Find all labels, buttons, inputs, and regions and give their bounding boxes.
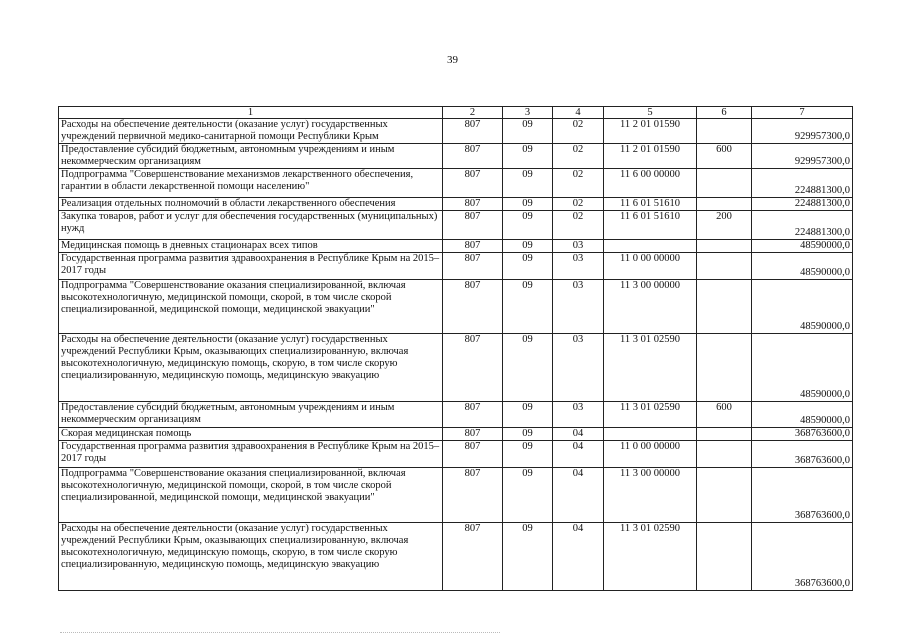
expense-type-cell: 600 <box>697 402 752 428</box>
table-row <box>59 169 853 198</box>
target-article-cell: 11 3 01 02590 <box>604 402 697 428</box>
expense-type-cell: 600 <box>697 144 752 169</box>
subsection-code-cell: 02 <box>553 211 604 240</box>
section-code-cell: 09 <box>503 334 553 402</box>
subsection-code-cell: 03 <box>553 280 604 334</box>
amount-cell: 368763600,0 <box>752 523 853 591</box>
expense-type-cell <box>697 198 752 211</box>
amount-cell: 48590000,0 <box>752 240 853 253</box>
subsection-code-cell: 02 <box>553 119 604 144</box>
table-row <box>59 428 853 441</box>
ministry-code-cell: 807 <box>443 119 503 144</box>
section-code-cell: 09 <box>503 119 553 144</box>
subsection-code-cell: 03 <box>553 402 604 428</box>
subsection-code-cell: 04 <box>553 428 604 441</box>
expense-type-cell <box>697 523 752 591</box>
ministry-code-cell: 807 <box>443 253 503 280</box>
row-name-cell: Государственная программа развития здравоохранения в Республике Крым на 2015–2017 годы <box>59 441 443 468</box>
header-row <box>59 107 853 119</box>
ministry-code-cell: 807 <box>443 334 503 402</box>
subsection-code-cell: 02 <box>553 198 604 211</box>
target-article-cell: 11 3 00 00000 <box>604 468 697 523</box>
section-code-cell: 09 <box>503 280 553 334</box>
amount-cell: 224881300,0 <box>752 211 853 240</box>
subsection-code-cell: 03 <box>553 334 604 402</box>
subsection-code-cell: 03 <box>553 253 604 280</box>
section-code-cell: 09 <box>503 402 553 428</box>
header-cell: 2 <box>443 107 503 119</box>
section-code-cell: 09 <box>503 441 553 468</box>
header-cell: 4 <box>553 107 604 119</box>
table-row <box>59 119 853 144</box>
table-row <box>59 253 853 280</box>
target-article-cell: 11 3 00 00000 <box>604 280 697 334</box>
table-row <box>59 211 853 240</box>
row-name-cell: Подпрограмма "Совершенствование оказания специализированной, включая высокотехнологичную, медицинской помощи, скорой, в том числе скорой специализированной, медицинской помощи, медицинской эвакуации" <box>59 280 443 334</box>
table-row <box>59 523 853 591</box>
expense-type-cell <box>697 253 752 280</box>
amount-cell: 368763600,0 <box>752 468 853 523</box>
table-row <box>59 441 853 468</box>
amount-cell: 224881300,0 <box>752 169 853 198</box>
table-row <box>59 334 853 402</box>
ministry-code-cell: 807 <box>443 240 503 253</box>
budget-table <box>58 106 853 591</box>
table-row <box>59 468 853 523</box>
header-cell: 1 <box>59 107 443 119</box>
amount-cell: 48590000,0 <box>752 402 853 428</box>
table-row <box>59 402 853 428</box>
row-name-cell: Скорая медицинская помощь <box>59 428 443 441</box>
amount-cell: 48590000,0 <box>752 334 853 402</box>
target-article-cell: 11 0 00 00000 <box>604 441 697 468</box>
table-row <box>59 240 853 253</box>
ministry-code-cell: 807 <box>443 198 503 211</box>
amount-cell: 368763600,0 <box>752 441 853 468</box>
amount-cell: 929957300,0 <box>752 144 853 169</box>
section-code-cell: 09 <box>503 169 553 198</box>
expense-type-cell <box>697 280 752 334</box>
expense-type-cell <box>697 334 752 402</box>
amount-cell: 48590000,0 <box>752 253 853 280</box>
target-article-cell: 11 6 01 51610 <box>604 211 697 240</box>
section-code-cell: 09 <box>503 253 553 280</box>
expense-type-cell <box>697 240 752 253</box>
section-code-cell: 09 <box>503 428 553 441</box>
subsection-code-cell: 02 <box>553 144 604 169</box>
target-article-cell: 11 6 01 51610 <box>604 198 697 211</box>
subsection-code-cell: 04 <box>553 441 604 468</box>
ministry-code-cell: 807 <box>443 523 503 591</box>
ministry-code-cell: 807 <box>443 441 503 468</box>
expense-type-cell <box>697 119 752 144</box>
section-code-cell: 09 <box>503 240 553 253</box>
target-article-cell <box>604 240 697 253</box>
row-name-cell: Расходы на обеспечение деятельности (оказание услуг) государственных учреждений Республики Крым, оказывающих специализированную, включая высокотехнологичную, медицинскую помощь, скорую, в том числе скорую специализированную, медицинскую помощь, медицинскую эвакуацию <box>59 334 443 402</box>
subsection-code-cell: 03 <box>553 240 604 253</box>
table-row <box>59 280 853 334</box>
ministry-code-cell: 807 <box>443 169 503 198</box>
row-name-cell: Реализация отдельных полномочий в области лекарственного обеспечения <box>59 198 443 211</box>
row-name-cell: Предоставление субсидий бюджетным, автономным учреждениям и иным некоммерческим организациям <box>59 402 443 428</box>
scan-artifact <box>60 632 500 634</box>
header-cell: 7 <box>752 107 853 119</box>
table-row <box>59 144 853 169</box>
section-code-cell: 09 <box>503 523 553 591</box>
expense-type-cell <box>697 428 752 441</box>
target-article-cell: 11 3 01 02590 <box>604 523 697 591</box>
row-name-cell: Государственная программа развития здравоохранения в Республике Крым на 2015–2017 годы <box>59 253 443 280</box>
header-cell: 5 <box>604 107 697 119</box>
expense-type-cell <box>697 441 752 468</box>
target-article-cell: 11 2 01 01590 <box>604 144 697 169</box>
amount-cell: 368763600,0 <box>752 428 853 441</box>
section-code-cell: 09 <box>503 144 553 169</box>
ministry-code-cell: 807 <box>443 402 503 428</box>
row-name-cell: Подпрограмма "Совершенствование оказания специализированной, включая высокотехнологичную, медицинской помощи, скорой, в том числе скорой специализированной, медицинской помощи, медицинской эвакуации" <box>59 468 443 523</box>
section-code-cell: 09 <box>503 211 553 240</box>
target-article-cell <box>604 428 697 441</box>
target-article-cell: 11 3 01 02590 <box>604 334 697 402</box>
amount-cell: 48590000,0 <box>752 280 853 334</box>
row-name-cell: Расходы на обеспечение деятельности (оказание услуг) государственных учреждений Республики Крым, оказывающих специализированную, включая высокотехнологичную, медицинскую помощь, скорую, в том числе скорую специализированную, медицинскую помощь, медицинскую эвакуацию <box>59 523 443 591</box>
row-name-cell: Предоставление субсидий бюджетным, автономным учреждениям и иным некоммерческим организациям <box>59 144 443 169</box>
header-cell: 3 <box>503 107 553 119</box>
row-name-cell: Закупка товаров, работ и услуг для обеспечения государственных (муниципальных) нужд <box>59 211 443 240</box>
subsection-code-cell: 02 <box>553 169 604 198</box>
expense-type-cell <box>697 468 752 523</box>
subsection-code-cell: 04 <box>553 468 604 523</box>
table-row <box>59 198 853 211</box>
ministry-code-cell: 807 <box>443 428 503 441</box>
subsection-code-cell: 04 <box>553 523 604 591</box>
header-cell: 6 <box>697 107 752 119</box>
section-code-cell: 09 <box>503 468 553 523</box>
row-name-cell: Подпрограмма "Совершенствование механизмов лекарственного обеспечения, гарантии в области лекарственной помощи населению" <box>59 169 443 198</box>
expense-type-cell <box>697 169 752 198</box>
target-article-cell: 11 2 01 01590 <box>604 119 697 144</box>
ministry-code-cell: 807 <box>443 211 503 240</box>
amount-cell: 224881300,0 <box>752 198 853 211</box>
target-article-cell: 11 6 00 00000 <box>604 169 697 198</box>
row-name-cell: Медицинская помощь в дневных стационарах всех типов <box>59 240 443 253</box>
expense-type-cell: 200 <box>697 211 752 240</box>
amount-cell: 929957300,0 <box>752 119 853 144</box>
ministry-code-cell: 807 <box>443 468 503 523</box>
ministry-code-cell: 807 <box>443 144 503 169</box>
row-name-cell: Расходы на обеспечение деятельности (оказание услуг) государственных учреждений первичной медико-санитарной помощи Республики Крым <box>59 119 443 144</box>
ministry-code-cell: 807 <box>443 280 503 334</box>
target-article-cell: 11 0 00 00000 <box>604 253 697 280</box>
section-code-cell: 09 <box>503 198 553 211</box>
page-number: 39 <box>447 54 458 66</box>
